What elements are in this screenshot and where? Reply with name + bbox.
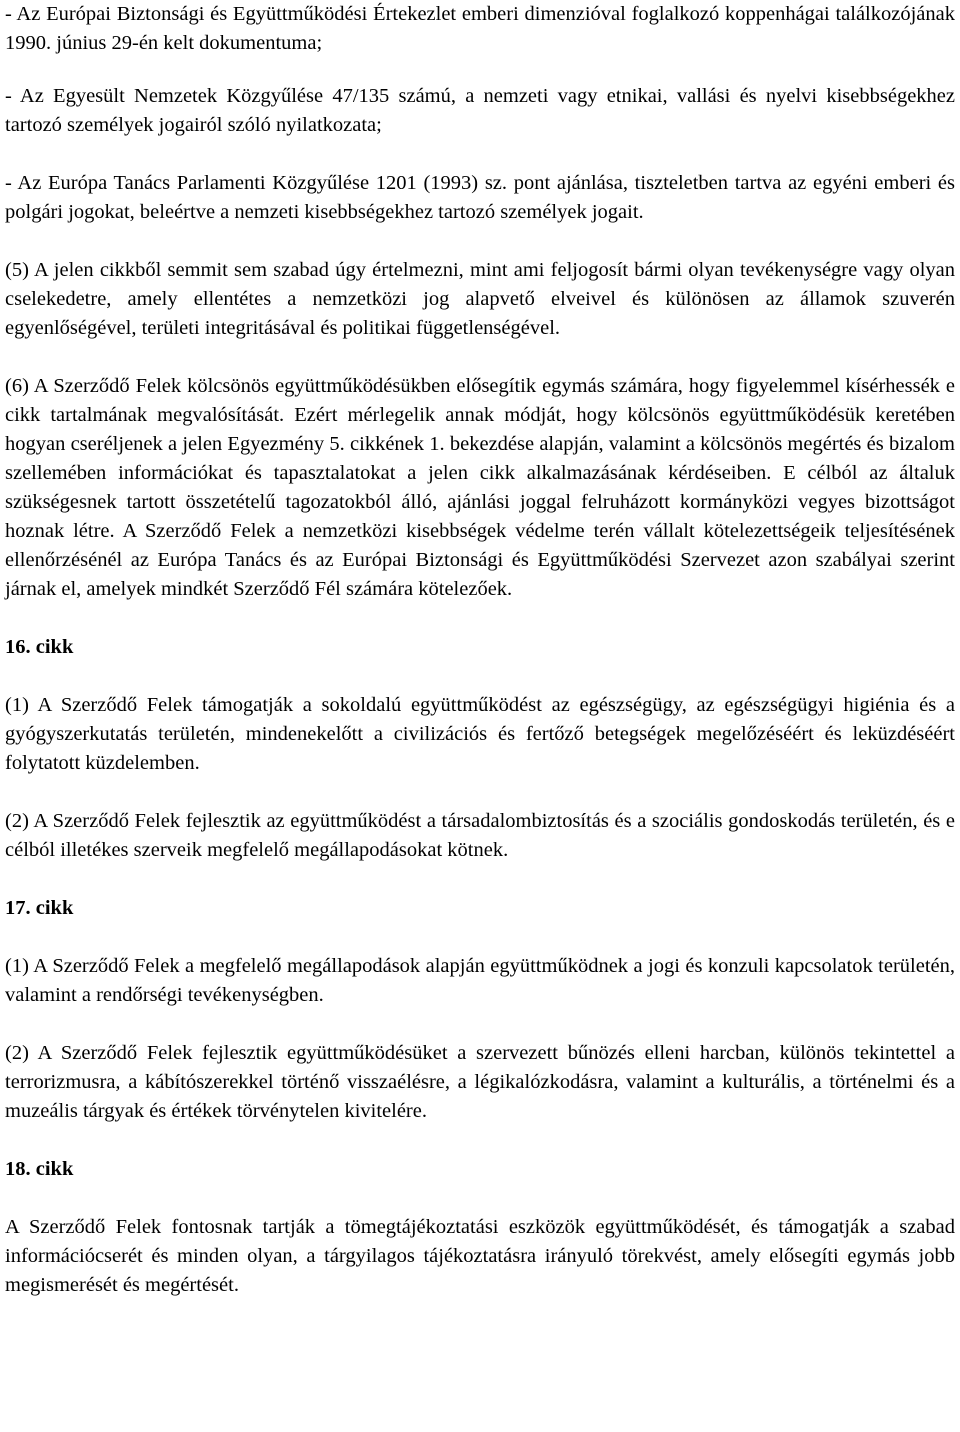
document-page <box>5 0 955 1300</box>
paragraph-spacer <box>5 58 955 82</box>
paragraph-council-of-europe: - Az Európa Tanács Parlamenti Közgyűlése 1201 (1993) sz. pont ajánlása, tiszteletben tartva az egyéni emberi és polgári jogokat, beleértve a nemzeti kisebbségekhez tartozó személyek jogait. <box>5 172 955 223</box>
paragraph-spacer <box>5 778 955 807</box>
paragraph-spacer <box>5 343 955 372</box>
paragraph-article-17-2: (2) A Szerződő Felek fejlesztik együttműködésüket a szervezett bűnözés elleni harcban, különös tekintettel a terrorizmusra, a kábítószerekkel történő visszaélésre, a légikalózkodásra, valamint a kulturális, a történelmi és a muzeális tárgyak és értékek törvénytelen kivitelére. <box>5 1042 955 1122</box>
paragraph-spacer <box>5 1010 955 1039</box>
paragraph-spacer <box>5 1184 955 1213</box>
paragraph-article-15-6: (6) A Szerződő Felek kölcsönös együttműködésükben elősegítik egymás számára, hogy figyelemmel kísérhessék e cikk tartalmának megvalósítását. Ezért mérlegelik annak módját, hogy kölcsönös együttműködésük keretében hogyan cseréljenek a jelen Egyezmény 5. cikkének 1. bekezdése alapján, valamint a kölcsönös megértés és bizalom szellemében információkat és tapasztalatokat a jelen cikk alkalmazásának kérdéseiben. E célból az általuk szükségesnek tartott összetételű tagozatokból álló, ajánlási joggal felruházott kormányközi vegyes bizottságot hoznak létre. A Szerződő Felek a nemzetközi kisebbségek védelme terén vállalt kötelezettségeik teljesítésének ellenőrzésénél az Európa Tanács és az Európai Biztonsági és Együttműködési Szervezet azon szabályai szerint járnak el, amelyek mindkét Szerződő Fél számára kötelezőek. <box>5 375 955 600</box>
paragraph-un-declaration: - Az Egyesült Nemzetek Közgyűlése 47/135 számú, a nemzeti vagy etnikai, vallási és nyelvi kisebbségekhez tartozó személyek jogairól szóló nyilatkozata; <box>5 85 955 136</box>
article-17-heading: 17. cikk <box>5 897 74 919</box>
paragraph-article-15-5: (5) A jelen cikkből semmit sem szabad úgy értelmezni, mint ami feljogosít bármi olyan tevékenységre vagy olyan cselekedetre, amely ellentétes a nemzetközi jog alapvető elveivel és különösen az államok szuverén egyenlőségével, területi integritásával és politikai függetlenségével. <box>5 259 955 339</box>
paragraph-spacer <box>5 865 955 894</box>
article-18-heading: 18. cikk <box>5 1158 74 1180</box>
paragraph-article-18: A Szerződő Felek fontosnak tartják a tömegtájékoztatási eszközök együttműködését, és támogatják a szabad információcserét és minden olyan, a tárgyilagos tájékoztatásra irányuló törekvést, amely elősegíti egymás jobb megismerését és megértését. <box>5 1216 955 1296</box>
paragraph-article-16-2: (2) A Szerződő Felek fejlesztik az együttműködést a társadalombiztosítás és a szociális gondoskodás területén, és e célból illetékes szerveik megfelelő megállapodásokat kötnek. <box>5 810 955 861</box>
paragraph-spacer <box>5 227 955 256</box>
paragraph-spacer <box>5 604 955 633</box>
paragraph-spacer <box>5 1126 955 1155</box>
paragraph-ebez-copenhagen: - Az Európai Biztonsági és Együttműködési Értekezlet emberi dimenzióval foglalkozó koppenhágai találkozójának 1990. június 29-én kelt dokumentuma; <box>5 3 955 54</box>
paragraph-article-16-1: (1) A Szerződő Felek támogatják a sokoldalú együttműködést az egészségügy, az egészségügyi higiénia és a gyógyszerkutatás területén, mindenekelőtt a civilizációs és fertőző betegségek megelőzéséért és leküzdéséért folytatott küzdelemben. <box>5 694 955 774</box>
paragraph-spacer <box>5 923 955 952</box>
paragraph-spacer <box>5 140 955 169</box>
article-16-heading: 16. cikk <box>5 636 74 658</box>
paragraph-spacer <box>5 662 955 691</box>
paragraph-article-17-1: (1) A Szerződő Felek a megfelelő megállapodások alapján együttműködnek a jogi és konzuli kapcsolatok területén, valamint a rendőrségi tevékenységben. <box>5 955 955 1006</box>
